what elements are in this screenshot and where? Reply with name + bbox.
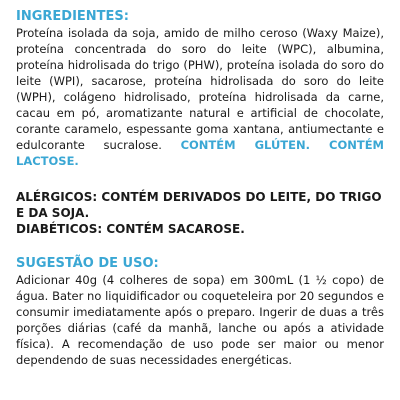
section-gap xyxy=(16,237,384,255)
section-gap xyxy=(16,169,384,189)
gluten-lactose-warning: CONTÉM GLÚTEN. CONTÉM LACTOSE. xyxy=(16,138,384,168)
ingredients-title: INGREDIENTES: xyxy=(16,9,129,24)
usage-text: Adicionar 40g (4 colheres de sopa) em 300mL (1 ½ copo) de água. Bater no liquidificador ou coqueteleira por 20 segundos e consumir imediatamente após o preparo. Ingerir de duas a três porções diárias (café da manhã, lanche ou após a atividade física). A recomendação de uso pode ser maior ou menor dependendo de suas necessidades energéticas. xyxy=(16,273,384,367)
ingredients-text xyxy=(16,25,384,169)
ingredients-body: Proteína isolada da soja, amido de milho ceroso (Waxy Maize), proteína concentrada do soro do leite (WPC), albumina, proteína hidrolisada do trigo (PHW), proteína isolada do soro do leite (WPI), sacarose, proteína hidrolisada do soro do leite (WPH), colágeno hidrolisado, proteína hidrolisada da carne, cacau em pó, aromatizante natural e artificial de chocolate, corante caramelo, espessante goma xantana, antiumectante e edulcorante sucralose. xyxy=(16,26,384,152)
usage-title: SUGESTÃO DE USO: xyxy=(16,256,159,271)
allergic-warning: ALÉRGICOS: CONTÉM DERIVADOS DO LEITE, DO TRIGO E DA SOJA. xyxy=(16,190,382,220)
diabetic-warning: DIABÉTICOS: CONTÉM SACAROSE. xyxy=(16,222,245,236)
